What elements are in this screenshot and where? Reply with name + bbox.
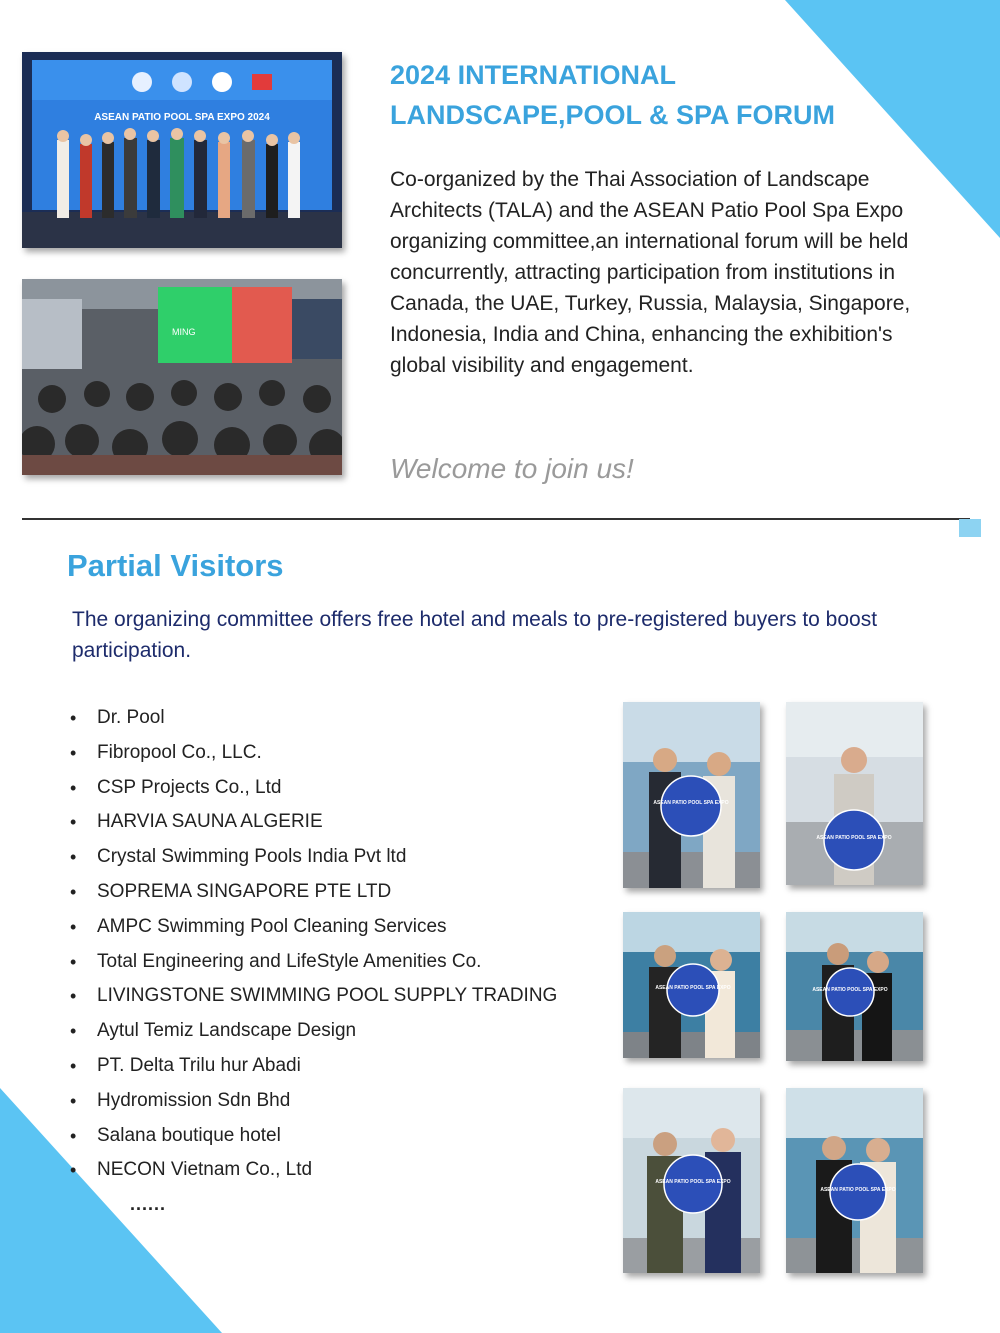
visitors-subtitle: The organizing committee offers free hotel and meals to pre-registered buyers to boost participation. bbox=[72, 608, 878, 662]
list-item: • Total Engineering and LifeStyle Amenities Co. bbox=[70, 945, 557, 980]
list-item: • NECON Vietnam Co., Ltd bbox=[70, 1153, 557, 1188]
list-item: • Fibropool Co., LLC. bbox=[70, 736, 557, 771]
list-item: • Crystal Swimming Pools India Pvt ltd bbox=[70, 840, 557, 875]
visitor-photo-3 bbox=[623, 912, 760, 1058]
sign-text: ASEAN PATIO POOL SPA EXPO bbox=[812, 987, 888, 993]
list-item: • Dr. Pool bbox=[70, 701, 557, 736]
sign-text: ASEAN PATIO POOL SPA EXPO bbox=[655, 1179, 731, 1185]
list-item: • PT. Delta Trilu hur Abadi bbox=[70, 1049, 557, 1084]
visitor-photo-6 bbox=[786, 1088, 923, 1273]
section-divider bbox=[22, 518, 970, 520]
welcome-text: Welcome to join us! bbox=[390, 453, 634, 484]
sign-text: ASEAN PATIO POOL SPA EXPO bbox=[820, 1187, 896, 1193]
visitors-list bbox=[70, 701, 557, 1188]
list-item: • HARVIA SAUNA ALGERIE bbox=[70, 805, 557, 840]
list-item: • Salana boutique hotel bbox=[70, 1119, 557, 1154]
list-item: • AMPC Swimming Pool Cleaning Services bbox=[70, 910, 557, 945]
visitor-photo-4 bbox=[786, 912, 923, 1061]
forum-audience-photo bbox=[22, 279, 342, 475]
forum-title: 2024 INTERNATIONAL LANDSCAPE,POOL & SPA FORUM bbox=[390, 60, 836, 130]
sign-text: ASEAN PATIO POOL SPA EXPO bbox=[655, 985, 731, 991]
list-item: • Hydromission Sdn Bhd bbox=[70, 1084, 557, 1119]
list-item: • CSP Projects Co., Ltd bbox=[70, 771, 557, 806]
screen-text: MING bbox=[172, 327, 196, 337]
visitors-title: Partial Visitors bbox=[67, 548, 284, 583]
forum-description: Co-organized by the Thai Association of Landscape Architects (TALA) and the ASEAN Patio Pool Spa Expo organizing committee,an international forum will be held concurrently, attracting participation from institutions in Canada, the UAE, Turkey, Russia, Malaysia, Singapore, Indonesia, India and China, enhancing the exhibition's global visibility and engagement. bbox=[390, 168, 911, 377]
list-item: • Aytul Temiz Landscape Design bbox=[70, 1014, 557, 1049]
sign-text: ASEAN PATIO POOL SPA EXPO bbox=[816, 835, 892, 841]
forum-stage-photo bbox=[22, 52, 342, 248]
more-ellipsis: ...... bbox=[130, 1194, 167, 1214]
divider-accent bbox=[959, 519, 981, 537]
list-item: • LIVINGSTONE SWIMMING POOL SUPPLY TRADING bbox=[70, 979, 557, 1014]
visitor-photo-5 bbox=[623, 1088, 760, 1273]
stage-banner-text: ASEAN PATIO POOL SPA EXPO 2024 bbox=[94, 112, 270, 123]
visitor-photo-1 bbox=[623, 702, 760, 888]
list-item: • SOPREMA SINGAPORE PTE LTD bbox=[70, 875, 557, 910]
sign-text: ASEAN PATIO POOL SPA EXPO bbox=[653, 800, 729, 806]
visitor-photo-2 bbox=[786, 702, 923, 885]
